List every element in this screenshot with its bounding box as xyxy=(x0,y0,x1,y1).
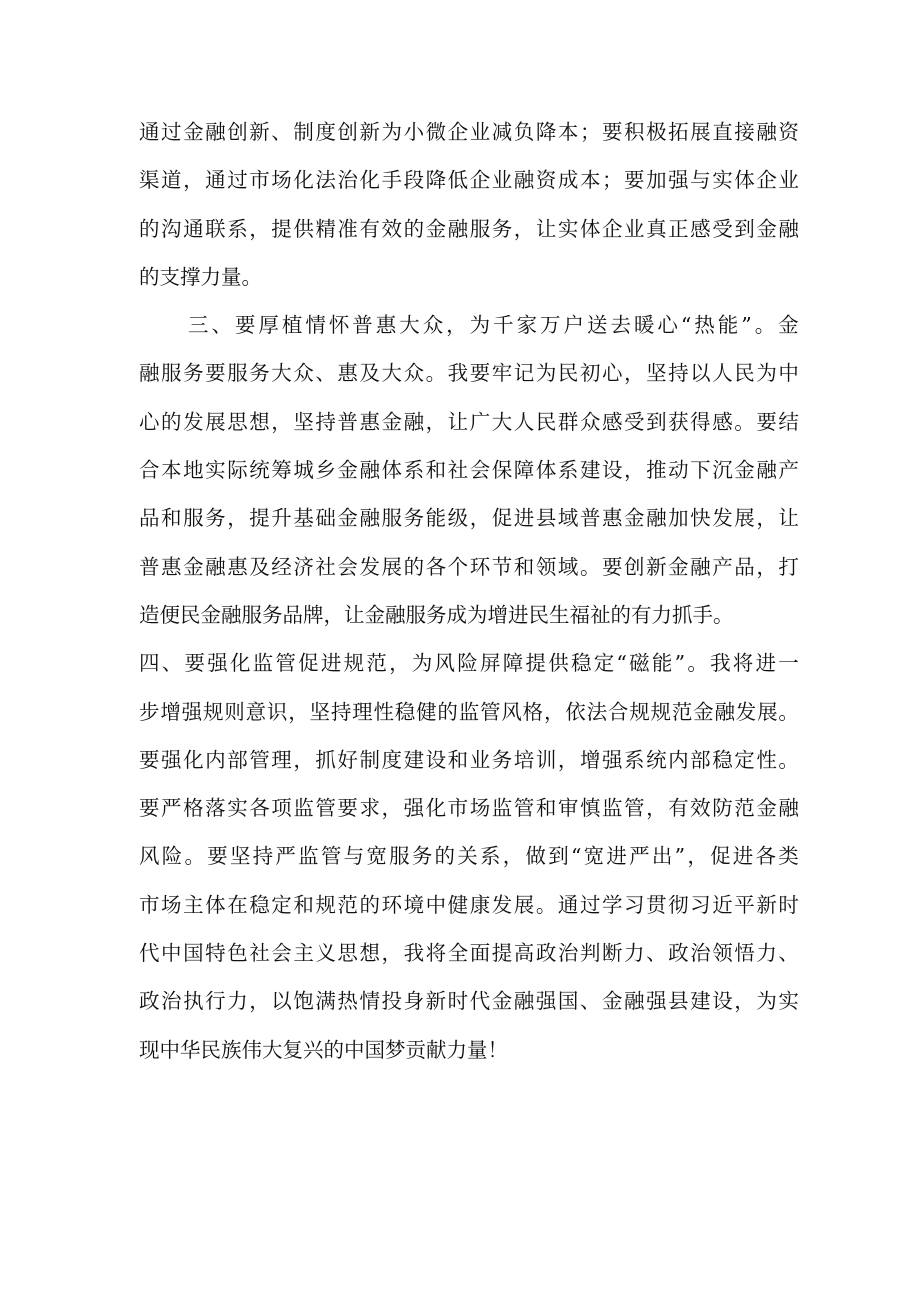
text-line: 的 沟 通 联 系 ， 提 供 精 准 有 效 的 金 融 服 务 ， 让 实 体 企 业 真 正 感 受 到 金 融 xyxy=(139,216,799,241)
text-line: 渠 道 ， 通 过 市 场 化 法 治 化 手 段 降 低 企 业 融 资 成 本 ； 要 加 强 与 实 体 企 业 xyxy=(139,168,799,193)
text-line: 要 强 化 内 部 管 理 ， 抓 好 制 度 建 设 和 业 务 培 训 ， 增 强 系 统 内 部 稳 定 性 。 xyxy=(139,747,799,772)
text-line: 政 治 执 行 力 ， 以 饱 满 热 情 投 身 新 时 代 金 融 强 国 、 金 融 强 县 建 设 ， 为 实 xyxy=(139,989,799,1014)
text-line: 的支撑力量。 xyxy=(139,264,262,289)
text-line: 三 、 要 厚 植 情 怀 普 惠 大 众 ， 为 千 家 万 户 送 去 暖 心 “ 热 能 ” 。 金 xyxy=(188,313,799,338)
text-line: 造便民金融服务品牌，让金融服务成为增进民生福祉的有力抓手。 xyxy=(139,602,734,627)
text-line: 融 服 务 要 服 务 大 众 、 惠 及 大 众 。 我 要 牢 记 为 民 初 心 ， 坚 持 以 人 民 为 中 xyxy=(139,361,799,386)
text-line: 步 增 强 规 则 意 识 ， 坚 持 理 性 稳 健 的 监 管 风 格 ， 依 法 合 规 规 范 金 融 发 展 。 xyxy=(139,699,799,724)
document-body xyxy=(139,108,799,1074)
text-line: 心 的 发 展 思 想 ， 坚 持 普 惠 金 融 ， 让 广 大 人 民 群 众 感 受 到 获 得 感 。 要 结 xyxy=(139,409,799,434)
text-line: 风 险 。 要 坚 持 严 监 管 与 宽 服 务 的 关 系 ， 做 到 “ 宽 进 严 出 ” ， 促 进 各 类 xyxy=(139,844,799,869)
text-line: 通 过 金 融 创 新 、 制 度 创 新 为 小 微 企 业 减 负 降 本 ； 要 积 极 拓 展 直 接 融 资 xyxy=(139,120,799,144)
text-line: 现中华民族伟大复兴的中国梦贡献力量！ xyxy=(139,1037,508,1062)
text-line: 普 惠 金 融 惠 及 经 济 社 会 发 展 的 各 个 环 节 和 领 域 。 要 创 新 金 融 产 品 ， 打 xyxy=(139,554,799,579)
text-line: 合 本 地 实 际 统 筹 城 乡 金 融 体 系 和 社 会 保 障 体 系 建 设 ， 推 动 下 沉 金 融 产 xyxy=(139,458,799,483)
text-line: 品 和 服 务 ， 提 升 基 础 金 融 服 务 能 级 ， 促 进 县 域 普 惠 金 融 加 快 发 展 ， 让 xyxy=(139,506,799,531)
text-line: 四 、 要 强 化 监 管 促 进 规 范 ， 为 风 险 屏 障 提 供 稳 定 “ 磁 能 ” 。 我 将 进 一 xyxy=(139,651,799,676)
text-line: 要 严 格 落 实 各 项 监 管 要 求 ， 强 化 市 场 监 管 和 审 慎 监 管 ， 有 效 防 范 金 融 xyxy=(139,796,799,821)
text-line: 代 中 国 特 色 社 会 主 义 思 想 ， 我 将 全 面 提 高 政 治 判 断 力 、 政 治 领 悟 力 、 xyxy=(139,941,799,966)
text-line: 市 场 主 体 在 稳 定 和 规 范 的 环 境 中 健 康 发 展 。 通 过 学 习 贯 彻 习 近 平 新 时 xyxy=(139,892,799,917)
